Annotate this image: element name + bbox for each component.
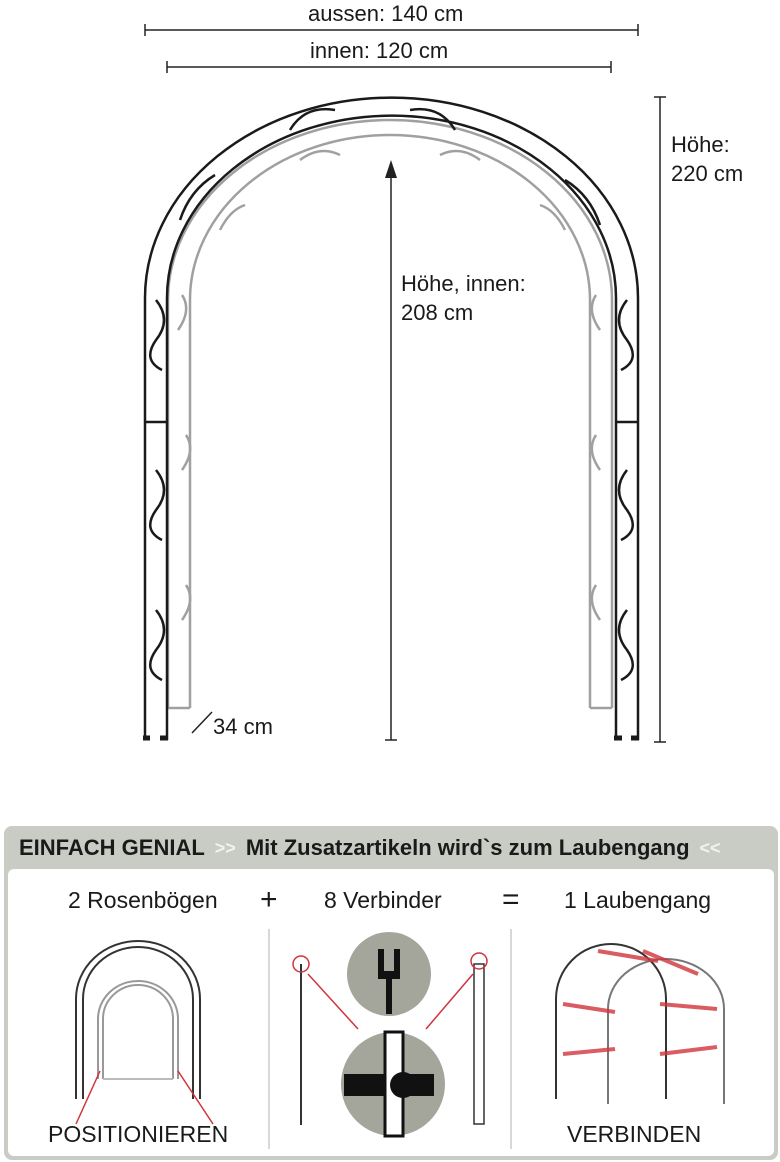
arbor-tunnel-icon <box>556 944 724 1104</box>
inner-width-label: innen: 120 cm <box>310 38 449 63</box>
arrows-left-icon: << <box>699 837 721 858</box>
connector-icon <box>293 932 487 1136</box>
banner-subtitle: Mit Zusatzartikeln wird`s zum Laubengang <box>245 835 690 860</box>
info-panel <box>4 826 778 1160</box>
inner-height-label-2: 208 cm <box>401 300 474 325</box>
caption-verbinden: VERBINDEN <box>567 1121 702 1147</box>
banner-title: EINFACH GENIAL <box>19 835 205 860</box>
outer-height-label-2: 220 cm <box>671 161 744 186</box>
step-rosenboegen: 2 Rosenbögen <box>68 887 218 913</box>
steps-illustrations <box>8 869 774 1159</box>
outer-height-label-1: Höhe: <box>671 132 730 157</box>
arrows-right-icon: >> <box>214 837 236 858</box>
step-verbinder: 8 Verbinder <box>324 887 442 913</box>
step-laubengang: 1 Laubengang <box>564 887 712 913</box>
dimension-lines <box>145 24 666 742</box>
depth-label: 34 cm <box>213 714 273 739</box>
plus-sign: + <box>260 883 278 916</box>
equals-sign: = <box>502 883 520 916</box>
outer-width-label: aussen: 140 cm <box>308 1 464 26</box>
caption-positionieren: POSITIONIEREN <box>48 1121 229 1147</box>
inner-height-label-1: Höhe, innen: <box>401 271 526 296</box>
banner <box>5 827 777 869</box>
back-arch <box>168 120 612 708</box>
steps-area <box>8 869 774 1156</box>
